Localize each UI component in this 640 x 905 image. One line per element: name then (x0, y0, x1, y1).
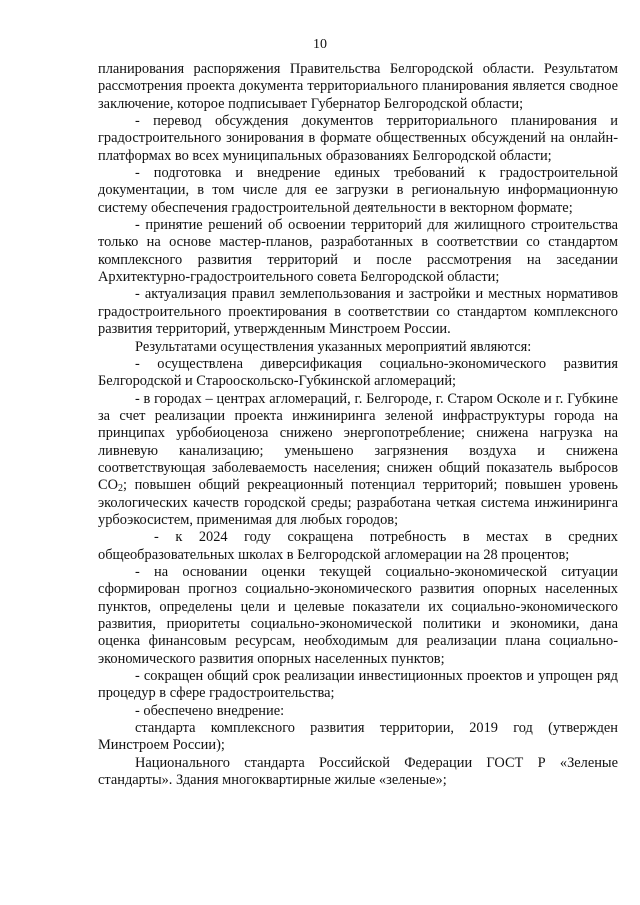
paragraph: - обеспечено внедрение: (135, 702, 285, 719)
paragraph: стандарта комплексного развития территории, 2019 год (утвержден Минстроем России); (98, 720, 618, 754)
paragraph: - на основании оценки текущей социально-экономической ситуации сформирован прогноз социально-экономического развития опорных населенных пунктов, определены цели и целевые показатели их социально-экономического развития, приоритеты социально-экономической политики и экономики, дана оценка финансовым ресурсам, необходимым для реализации плана социально-экономического развития опорных населенных пунктов; (98, 563, 618, 667)
body-text (98, 61, 618, 789)
paragraph: Результатами осуществления указанных мероприятий являются: (135, 338, 532, 355)
paragraph: - осуществлена диверсификация социально-экономического развития Белгородской и Старооскольско-Губкинской агломераций; (98, 355, 618, 390)
paragraph: - сокращен общий срок реализации инвестиционных проектов и упрощен ряд процедур в сфере градостроительства; (98, 668, 618, 702)
paragraph: - подготовка и внедрение единых требований к градостроительной документации, в том числе для ее загрузки в региональную информационную систему обеспечения градостроительной деятельности в векторном формате; (98, 165, 618, 216)
paragraph: - актуализация правил землепользования и застройки и местных нормативов градостроительного проектирования в соответствии со стандартом комплексного развития территорий, утвержденным Минстроем России. (98, 286, 618, 338)
paragraph: - перевод обсуждения документов территориального планирования и градостроительного зонирования в формате общественных обсуждений на онлайн-платформах во всех муниципальных образованиях Белгородской области; (98, 113, 618, 164)
paragraph: Национального стандарта Российской Федерации ГОСТ Р «Зеленые стандарты». Здания многоквартирные жилые «зеленые»; (98, 754, 618, 789)
paragraph: - в городах – центрах агломераций, г. Белгороде, г. Старом Осколе и г. Губкине за счет реализации проекта инжиниринга зеленой инфраструктуры города на принципах урбобиоценоза снижено энергопотребление; снижена нагрузка на ливневую канализацию; уменьшено загрязнения воздуха и снижена соответствующая заболеваемость населения; снижен общий показатель выбросов $CO_2$; повышен общий рекреационный потенциал территорий; повышен уровень экологических качеств городской среды; разработана четкая система инжиниринга урбоэкосистем, применимая для любых городов; (98, 390, 618, 528)
paragraph: - к 2024 году сокращена потребность в местах в средних общеобразовательных школах в Белгородской агломерации на 28 процентов; (98, 529, 618, 563)
paragraph: планирования распоряжения Правительства Белгородской области. Результатом рассмотрения проекта документа территориального планирования является сводное заключение, которое подписывает Губернатор Белгородской области; (98, 61, 618, 112)
page-number: 10 (313, 37, 327, 52)
paragraph: - принятие решений об освоении территорий для жилищного строительства только на основе мастер-планов, разработанных в соответствии со стандартом комплексного развития территорий и после рассмотрения на заседании Архитектурно-градостроительного совета Белгородской области; (98, 217, 618, 286)
